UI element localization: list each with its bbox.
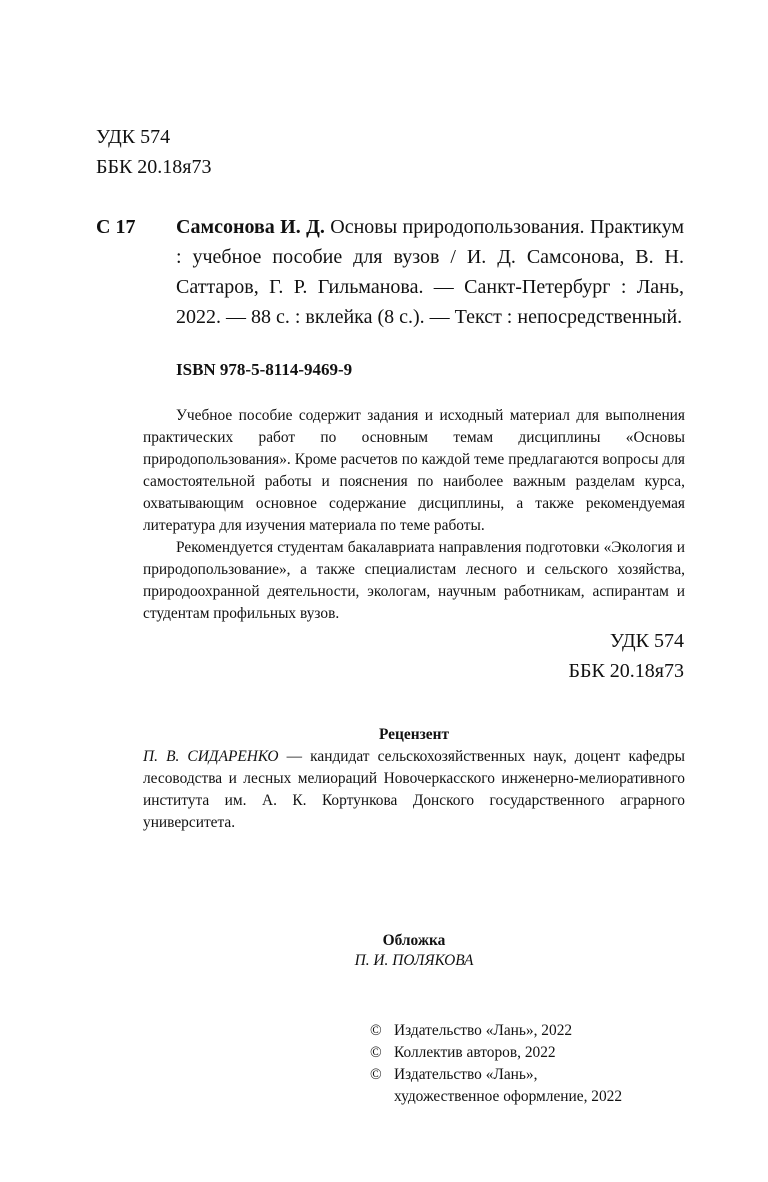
reviewer-heading: Рецензент <box>378 726 450 743</box>
isbn: ISBN 978-5-8114-9469-9 <box>176 360 353 379</box>
bbk-code: ББК 20.18я73 <box>568 660 684 682</box>
copyright-text: Издательство «Лань», 2022 <box>394 1022 573 1039</box>
bbk-code: ББК 20.18я73 <box>96 156 212 178</box>
cover-designer: П. И. ПОЛЯКОВА <box>354 952 474 969</box>
udk-code: УДК 574 <box>609 630 684 652</box>
reviewer-name: П. В. СИДАРЕНКО <box>143 748 279 765</box>
udk-code: УДК 574 <box>96 126 171 148</box>
copyright-text-line: художественное оформление, 2022 <box>394 1088 623 1105</box>
copyright-symbol: © <box>370 1066 382 1083</box>
classification-block-bottom <box>568 626 684 686</box>
classification-block-top <box>96 122 212 182</box>
annotation-paragraph: Рекомендуется студентам бакалавриата направления подготовки «Экология и природопользование», а также специалистам лесного и сельского хозяйства, природоохранной деятельности, экологам, научным работникам, аспирантам и студентам профильных вузов. <box>143 539 685 622</box>
copyright-text: Коллектив авторов, 2022 <box>394 1044 556 1061</box>
copyright-symbol: © <box>370 1022 382 1039</box>
copyright-block <box>370 1020 622 1108</box>
copyright-symbol: © <box>370 1044 382 1061</box>
reviewer-info <box>143 746 685 834</box>
copyright-line <box>370 1020 622 1042</box>
annotation <box>143 405 685 625</box>
cover-heading: Обложка <box>382 932 446 949</box>
bibliographic-record <box>176 212 684 332</box>
copyright-line <box>370 1064 622 1108</box>
author-name: Самсонова И. Д. <box>176 216 325 238</box>
copyright-line <box>370 1042 622 1064</box>
annotation-paragraph: Учебное пособие содержит задания и исходный материал для выполнения практических работ по основным темам дисциплины «Основы природопользования». Кроме расчетов по каждой теме предлагаются вопросы для самостоятельной работы и пояснения по наиболее важным разделам курса, охватывающим основное содержание дисциплины, а также рекомендуемая литература для изучения материала по теме работы. <box>143 407 685 534</box>
record-text: Основы природопользования. Практикум : учебное пособие для вузов / И. Д. Самсонова, В. Н. Саттаров, Г. Р. Гильманова. — Санкт-Петербург : Лань, 2022. — 88 с. : вклейка (8 с.). — Текст : непосредственный. <box>176 216 684 328</box>
reviewer-description: — кандидат сельскохозяйственных наук, доцент кафедры лесоводства и лесных мелиораций Новочеркасского инженерно-мелиоративного института им. А. К. Кортункова Донского государственного аграрного университета. <box>143 748 685 831</box>
copyright-text-line: Издательство «Лань», <box>394 1066 538 1083</box>
copyright-text <box>394 1064 622 1108</box>
author-sign: С 17 <box>96 216 136 238</box>
